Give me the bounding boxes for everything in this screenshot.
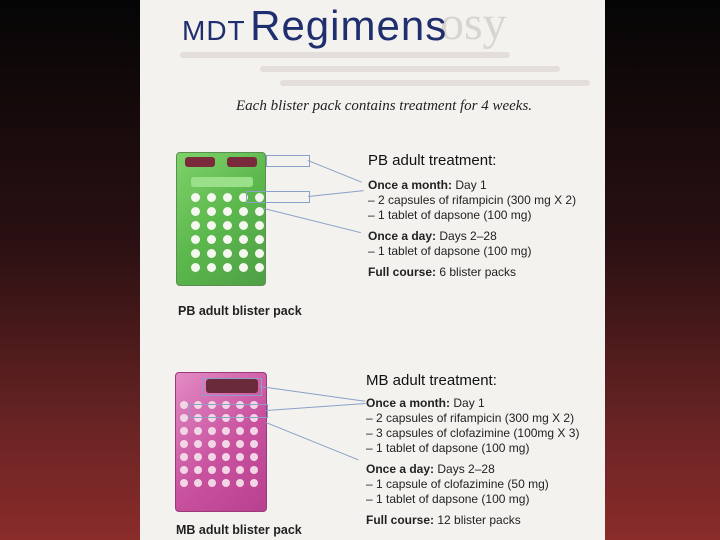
pb-pack-caption: PB adult blister pack — [178, 304, 302, 318]
mb-daily-line — [366, 462, 495, 476]
mb-full-value: 12 blister packs — [437, 513, 521, 527]
tablet-dot — [223, 193, 232, 202]
tablet-dot — [250, 453, 258, 461]
tablet-dot — [208, 479, 216, 487]
tablet-dot — [194, 427, 202, 435]
pb-callout-line — [308, 160, 362, 183]
mb-full-label: Full course: — [366, 513, 435, 527]
mb-callout-line — [266, 422, 359, 460]
tablet-dot — [222, 453, 230, 461]
tablet-dot — [208, 440, 216, 448]
bleed-through-line — [280, 80, 590, 86]
tablet-dot — [191, 193, 200, 202]
tablet-dot — [255, 263, 264, 272]
title-prefix: MDT — [182, 15, 246, 46]
pack-label-strip — [191, 177, 253, 187]
tablet-dot — [223, 221, 232, 230]
pb-monthly-item: – 1 tablet of dapsone (100 mg) — [368, 208, 532, 222]
pack-top-tab — [227, 157, 257, 167]
tablet-dot — [239, 249, 248, 258]
tablet-dot — [191, 249, 200, 258]
mb-daily-label: Once a day: — [366, 462, 435, 476]
pb-daily-label: Once a day: — [368, 229, 437, 243]
tablet-dot — [239, 207, 248, 216]
tablet-dot — [207, 263, 216, 272]
tablet-dot — [250, 466, 258, 474]
tablet-dot — [236, 453, 244, 461]
mb-monthly-item: – 3 capsules of clofazimine (100mg X 3) — [366, 426, 580, 440]
tablet-dot — [222, 466, 230, 474]
tablet-dot — [180, 479, 188, 487]
mb-callout-line — [266, 403, 366, 411]
tablet-dot — [250, 440, 258, 448]
pb-tablet-grid — [191, 193, 267, 272]
title-main: Regimens — [250, 2, 448, 49]
bleed-through-line — [180, 52, 510, 58]
tablet-dot — [222, 427, 230, 435]
mb-monthly-label: Once a month: — [366, 396, 451, 410]
tablet-dot — [236, 427, 244, 435]
mb-daily-item: – 1 tablet of dapsone (100 mg) — [366, 492, 530, 506]
pb-daily-item: – 1 tablet of dapsone (100 mg) — [368, 244, 532, 258]
tablet-dot — [207, 193, 216, 202]
tablet-dot — [207, 207, 216, 216]
tablet-dot — [223, 249, 232, 258]
tablet-dot — [207, 249, 216, 258]
tablet-dot — [194, 453, 202, 461]
tablet-dot — [191, 221, 200, 230]
tablet-dot — [239, 221, 248, 230]
tablet-dot — [191, 263, 200, 272]
mb-monthly-item: – 1 tablet of dapsone (100 mg) — [366, 441, 530, 455]
tablet-dot — [255, 207, 264, 216]
mb-monthly-line — [366, 396, 485, 410]
tablet-dot — [222, 479, 230, 487]
tablet-dot — [180, 427, 188, 435]
pb-monthly-day: Day 1 — [455, 178, 487, 192]
pack-duration-note: Each blister pack contains treatment for 4 weeks. — [236, 98, 533, 114]
pb-monthly-item: – 2 capsules of rifampicin (300 mg X 2) — [368, 193, 577, 207]
mb-daily-item: – 1 capsule of clofazimine (50 mg) — [366, 477, 549, 491]
mb-full-course — [366, 513, 521, 527]
tablet-dot — [255, 249, 264, 258]
tablet-dot — [239, 263, 248, 272]
tablet-dot — [250, 479, 258, 487]
tablet-dot — [180, 401, 188, 409]
mb-daily-days: Days 2–28 — [437, 462, 495, 476]
mb-callout-line — [260, 386, 365, 402]
tablet-dot — [208, 427, 216, 435]
tablet-dot — [223, 207, 232, 216]
document-page — [140, 0, 605, 540]
mb-callout-box — [202, 378, 262, 396]
tablet-dot — [236, 440, 244, 448]
pb-callout-line — [308, 190, 364, 197]
tablet-dot — [194, 440, 202, 448]
tablet-dot — [207, 235, 216, 244]
mb-treatment-heading: MB adult treatment: — [366, 372, 497, 389]
pb-full-label: Full course: — [368, 265, 437, 279]
mb-callout-box — [188, 404, 268, 418]
pb-treatment-heading: PB adult treatment: — [368, 152, 497, 169]
tablet-dot — [222, 440, 230, 448]
mb-pack-caption: MB adult blister pack — [176, 523, 302, 537]
tablet-dot — [255, 221, 264, 230]
tablet-dot — [180, 453, 188, 461]
pb-monthly-line — [368, 178, 487, 192]
tablet-dot — [223, 235, 232, 244]
tablet-dot — [236, 479, 244, 487]
tablet-dot — [250, 427, 258, 435]
pb-daily-line — [368, 229, 497, 243]
bleed-through-line — [260, 66, 560, 72]
pb-blister-pack-image — [176, 152, 266, 286]
tablet-dot — [207, 221, 216, 230]
mb-monthly-day: Day 1 — [453, 396, 485, 410]
pb-callout-box — [266, 155, 310, 167]
pb-daily-days: Days 2–28 — [439, 229, 497, 243]
tablet-dot — [180, 440, 188, 448]
pack-top-tab — [185, 157, 215, 167]
tablet-dot — [191, 235, 200, 244]
tablet-dot — [255, 235, 264, 244]
pb-monthly-label: Once a month: — [368, 178, 453, 192]
pb-full-course — [368, 265, 516, 279]
tablet-dot — [194, 479, 202, 487]
tablet-dot — [208, 466, 216, 474]
page-title — [182, 2, 447, 50]
tablet-dot — [239, 235, 248, 244]
background-bleed-through: osy — [440, 0, 507, 50]
pb-full-value: 6 blister packs — [439, 265, 517, 279]
mb-monthly-item: – 2 capsules of rifampicin (300 mg X 2) — [366, 411, 575, 425]
tablet-dot — [194, 466, 202, 474]
tablet-dot — [236, 466, 244, 474]
tablet-dot — [180, 466, 188, 474]
pb-callout-box — [246, 191, 310, 203]
tablet-dot — [180, 414, 188, 422]
tablet-dot — [191, 207, 200, 216]
pb-callout-line — [264, 208, 361, 233]
tablet-dot — [223, 263, 232, 272]
tablet-dot — [208, 453, 216, 461]
